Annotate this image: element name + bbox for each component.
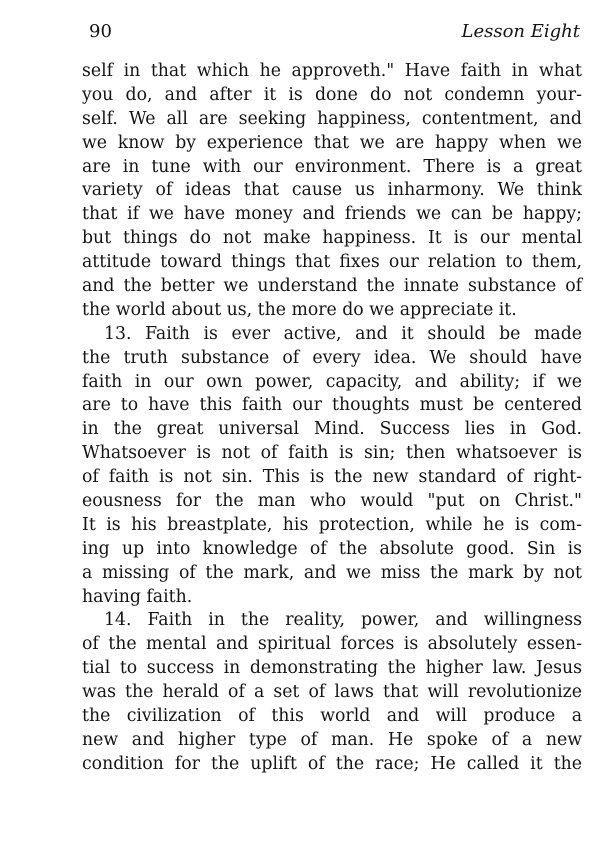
text-line: you do, and after it is done do not condemn your-: [82, 84, 582, 105]
text-line: the civilization of this world and will produce a: [82, 706, 582, 727]
text-line: faith in our own power, capacity, and ability; if we: [82, 371, 582, 392]
paragraph-last-line: the world about us, the more do we appreciate it.: [82, 299, 517, 320]
text-line: of faith is not sin. This is the new standard of right-: [82, 467, 582, 488]
text-line: of the mental and spiritual forces is absolutely essen-: [82, 634, 582, 655]
text-line: that if we have money and friends we can be happy;: [82, 204, 582, 225]
text-line: Whatsoever is not of faith is sin; then whatsoever is: [82, 443, 582, 464]
running-head: Lesson Eight: [461, 21, 580, 42]
body-text: [82, 60, 582, 777]
text-line: the truth substance of every idea. We should have: [82, 347, 582, 368]
text-line: but things do not make happiness. It is our mental: [82, 228, 582, 249]
text-line: are in tune with our environment. There is a great: [82, 156, 582, 177]
paragraph-13-first-line: 13. Faith is ever active, and it should be made: [104, 323, 582, 344]
text-line: attitude toward things that fixes our relation to them,: [82, 252, 582, 273]
text-line: variety of ideas that cause us inharmony. We think: [82, 180, 582, 201]
text-line: self in that which he approveth." Have faith in what: [82, 61, 582, 81]
text-line: condition for the uplift of the race; He called it the: [82, 753, 582, 774]
page-number: 90: [89, 21, 112, 42]
text-line: we know by experience that we are happy when we: [82, 132, 582, 153]
paragraph-last-line: having faith.: [82, 586, 193, 607]
text-line: ing up into knowledge of the absolute good. Sin is: [82, 538, 582, 559]
text-line: are to have this faith our thoughts must be centered: [82, 395, 582, 416]
text-line: and the better we understand the innate substance of: [82, 276, 582, 297]
paragraph-14-first-line: 14. Faith in the reality, power, and willingness: [104, 610, 582, 631]
text-line: a missing of the mark, and we miss the mark by not: [82, 562, 582, 583]
text-line: tial to success in demonstrating the higher law. Jesus: [82, 658, 582, 679]
text-line: It is his breastplate, his protection, while he is com-: [82, 514, 582, 535]
text-line: new and higher type of man. He spoke of a new: [82, 729, 582, 750]
text-line: eousness for the man who would "put on Christ.": [82, 491, 582, 512]
text-line: was the herald of a set of laws that will revolutionize: [82, 682, 582, 703]
text-line: in the great universal Mind. Success lies in God.: [82, 419, 582, 440]
text-line: self. We all are seeking happiness, contentment, and: [82, 108, 582, 129]
